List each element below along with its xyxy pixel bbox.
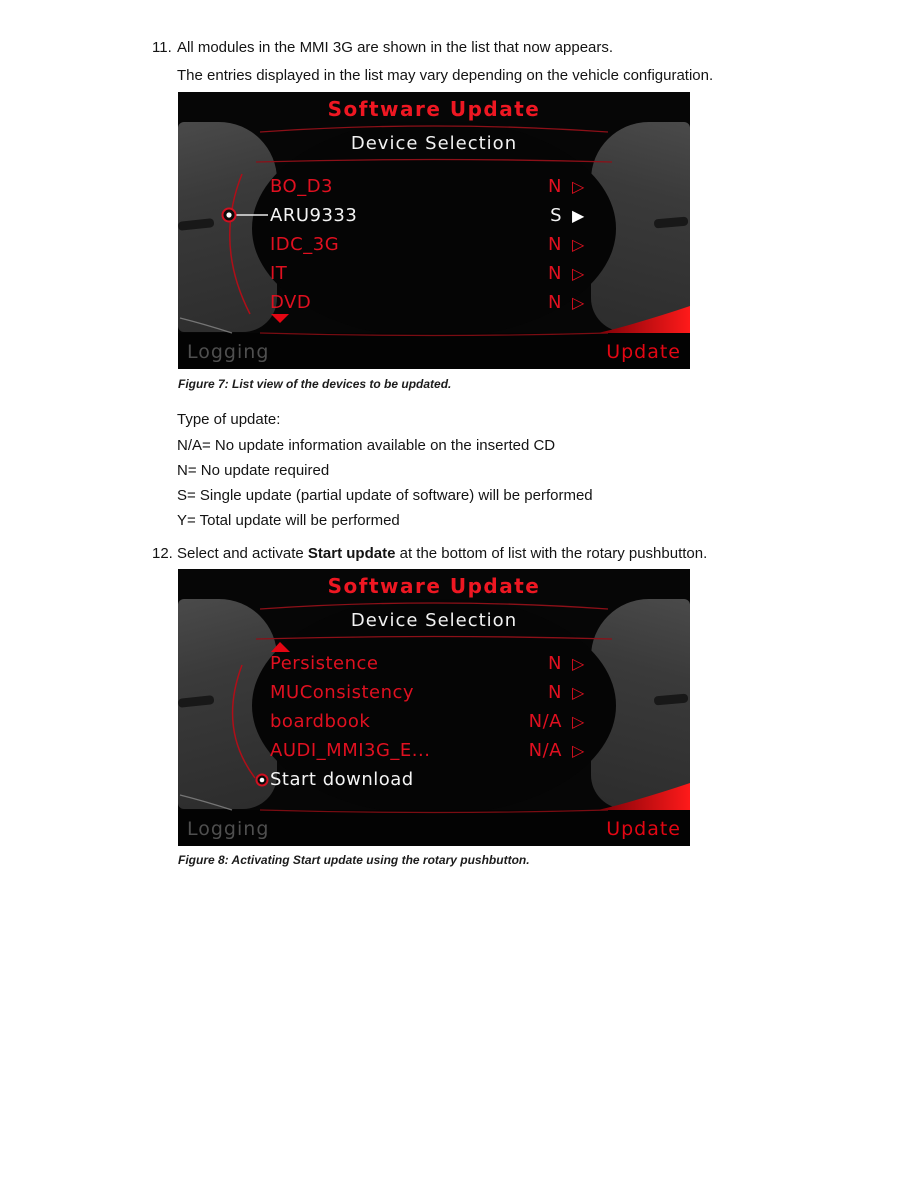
device-list-item bbox=[270, 259, 596, 288]
chevron-right-filled-icon: ▶ bbox=[572, 206, 585, 225]
softkey-update: Update bbox=[606, 818, 681, 840]
update-status: N/A bbox=[528, 740, 562, 761]
step-12-text-pre: Select and activate bbox=[177, 545, 308, 562]
mmi-screen-subtitle: Device Selection bbox=[350, 133, 518, 154]
mmi-screen-subtitle: Device Selection bbox=[350, 610, 518, 631]
chevron-right-icon: ▷ bbox=[572, 683, 585, 702]
step-12-text bbox=[177, 545, 707, 562]
step-11-line2: The entries displayed in the list may vary depending on the vehicle configuration. bbox=[177, 67, 714, 84]
type-of-update-s: S= Single update (partial update of software) will be performed bbox=[177, 487, 593, 504]
update-status: N/A bbox=[528, 711, 562, 732]
device-list-item-selected bbox=[270, 201, 596, 230]
device-name: ARU9333 bbox=[270, 205, 358, 226]
device-name: IDC_3G bbox=[270, 234, 340, 255]
device-name: DVD bbox=[270, 292, 312, 313]
device-list-item bbox=[270, 230, 596, 259]
figure-8-caption: Figure 8: Activating Start update using the rotary pushbutton. bbox=[178, 853, 530, 867]
update-status: N bbox=[548, 653, 562, 674]
update-status: S bbox=[550, 205, 562, 226]
mmi-screen-title: Software Update bbox=[327, 574, 541, 598]
update-status: N bbox=[548, 263, 562, 284]
chevron-right-icon: ▷ bbox=[572, 712, 585, 731]
update-status: N bbox=[548, 682, 562, 703]
type-of-update-y: Y= Total update will be performed bbox=[177, 512, 400, 529]
figure-7-caption: Figure 7: List view of the devices to be updated. bbox=[178, 377, 452, 391]
device-list-item bbox=[270, 736, 596, 765]
softkey-logging: Logging bbox=[187, 818, 270, 840]
device-list-item bbox=[270, 172, 596, 201]
step-12-number: 12. bbox=[152, 545, 173, 562]
step-11-line1: All modules in the MMI 3G are shown in the list that now appears. bbox=[177, 39, 614, 56]
device-name: AUDI_MMI3G_E... bbox=[270, 740, 431, 761]
update-status: N bbox=[548, 234, 562, 255]
update-status: N bbox=[548, 176, 562, 197]
device-name: MUConsistency bbox=[270, 682, 415, 703]
chevron-right-icon: ▷ bbox=[572, 654, 585, 673]
chevron-right-icon: ▷ bbox=[572, 293, 585, 312]
softkey-update: Update bbox=[606, 341, 681, 363]
device-list-item bbox=[270, 288, 596, 317]
mmi-screen-title: Software Update bbox=[327, 97, 541, 121]
step-12-text-bold: Start update bbox=[307, 545, 396, 562]
device-name: boardbook bbox=[270, 711, 371, 732]
type-of-update-na: N/A= No update information available on the inserted CD bbox=[177, 437, 556, 454]
type-of-update-heading: Type of update: bbox=[177, 411, 281, 428]
device-name: IT bbox=[270, 263, 288, 284]
device-name: Start download bbox=[270, 769, 414, 790]
device-list-item bbox=[270, 649, 596, 678]
type-of-update-n: N= No update required bbox=[177, 462, 330, 479]
chevron-right-icon: ▷ bbox=[572, 264, 585, 283]
chevron-right-icon: ▷ bbox=[572, 235, 585, 254]
start-download-item bbox=[270, 765, 596, 794]
device-list-item bbox=[270, 707, 596, 736]
device-name: BO_D3 bbox=[270, 176, 334, 197]
figure-7-mmi-screenshot bbox=[178, 92, 690, 369]
step-11-number: 11. bbox=[152, 39, 172, 56]
device-list-item bbox=[270, 678, 596, 707]
step-12-text-post: at the bottom of list with the rotary pushbutton. bbox=[395, 545, 708, 562]
figure-8-mmi-screenshot bbox=[178, 569, 690, 846]
update-status: N bbox=[548, 292, 562, 313]
device-name: Persistence bbox=[270, 653, 379, 674]
chevron-right-icon: ▷ bbox=[572, 177, 585, 196]
chevron-right-icon: ▷ bbox=[572, 741, 585, 760]
softkey-logging: Logging bbox=[187, 341, 270, 363]
